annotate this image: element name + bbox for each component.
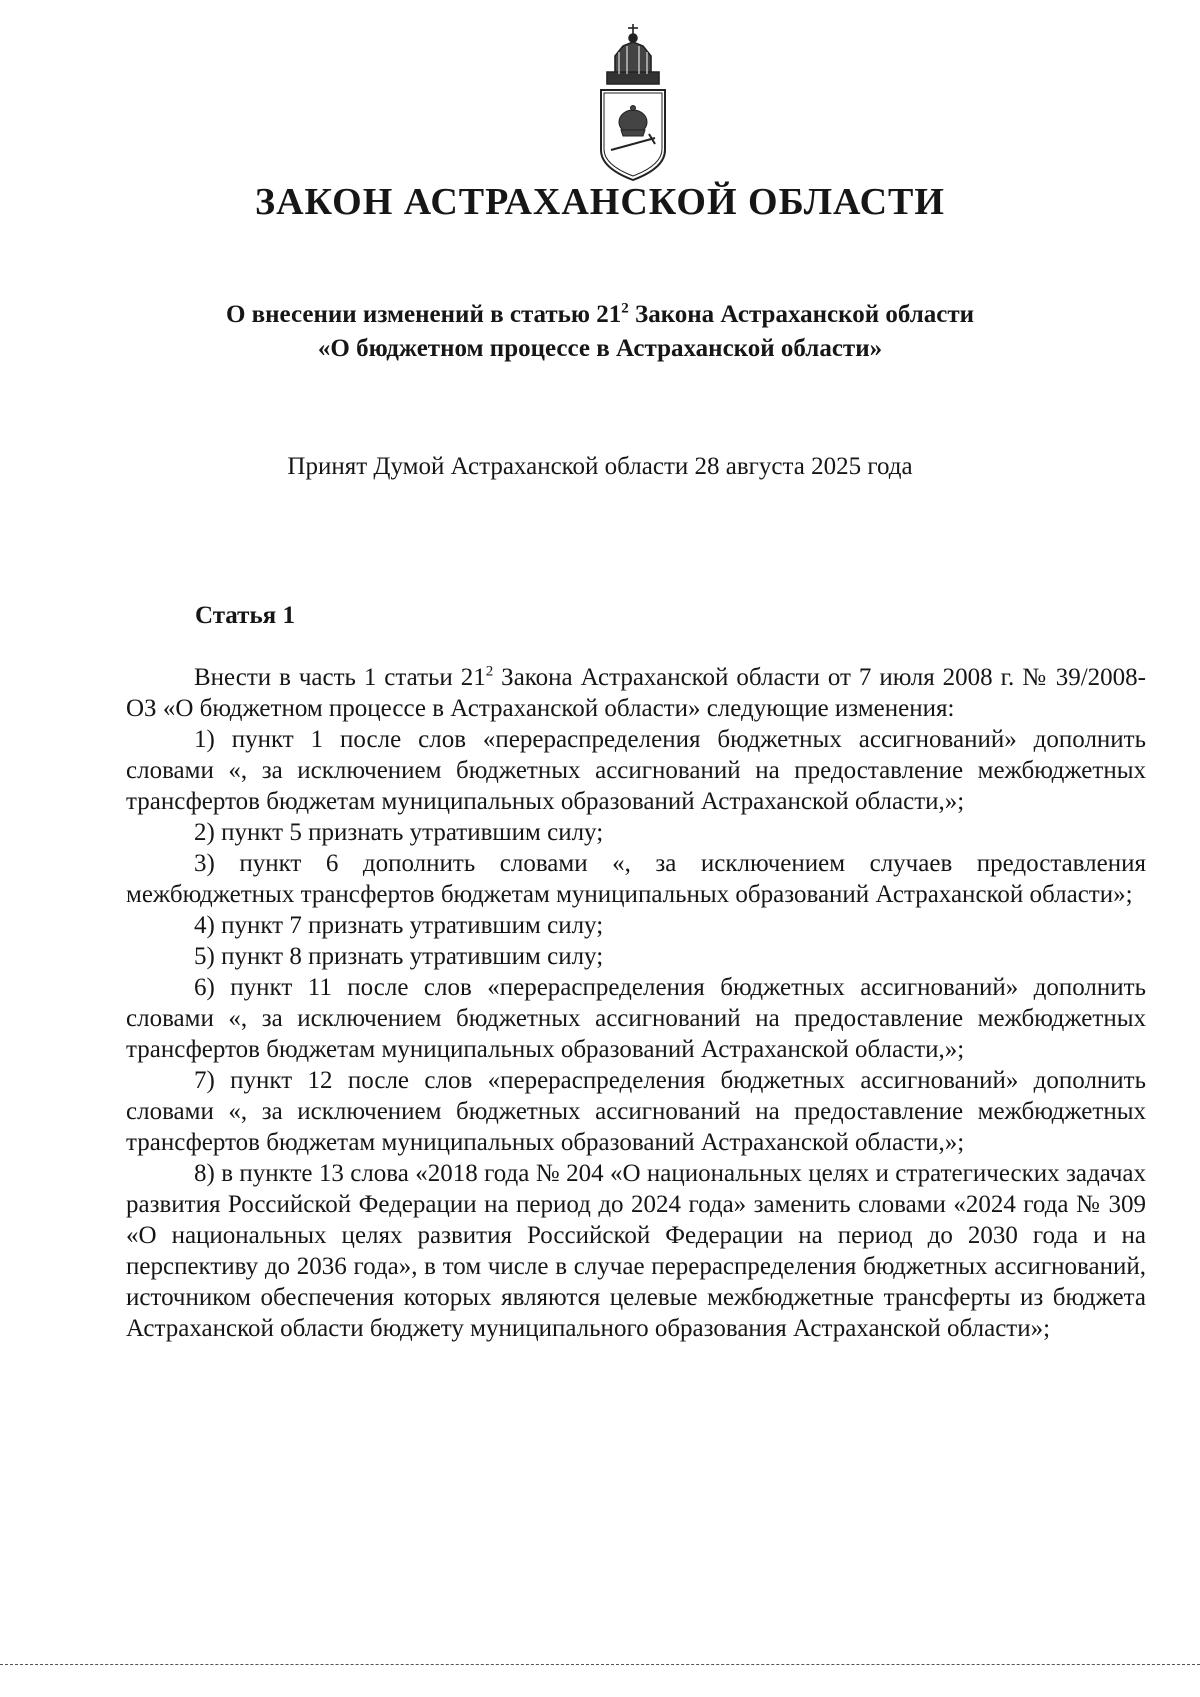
article-item-5: 5) пункт 8 признать утратившим силу; xyxy=(194,943,604,970)
article-title: Статья 1 xyxy=(195,602,295,629)
article-body xyxy=(126,662,1146,1344)
article-item-4: 4) пункт 7 признать утратившим силу; xyxy=(194,912,604,939)
page-bottom-rule xyxy=(0,1664,1200,1665)
article-item-2: 2) пункт 5 признать утратившим силу; xyxy=(194,819,604,846)
article-item-8: 8) в пункте 13 слова «2018 года № 204 «О национальных целях и стратегических задачах развития Российской Федерации на период до 2024 года» заменить словами «2024 года № 309 «О национальных целях развития Российской Федерации на период до 2030 года и на перспективу до 2036 года», в том числе в случае перераспределения бюджетных ассигнований, источником обеспечения которых являются целевые межбюджетные трансферты из бюджета Астраханской области бюджету муниципального образования Астраханской области»; xyxy=(126,1160,1146,1342)
article-item-1: 1) пункт 1 после слов «перераспределения бюджетных ассигнований» дополнить словами «, за исключением бюджетных ассигнований на предоставление межбюджетных трансфертов бюджетам муниципальных образований Астраханской области,»; xyxy=(126,726,1146,815)
article-item-7: 7) пункт 12 после слов «перераспределения бюджетных ассигнований» дополнить словами «, за исключением бюджетных ассигнований на предоставление межбюджетных трансфертов бюджетам муниципальных образований Астраханской области,»; xyxy=(126,1067,1146,1156)
article-item-6: 6) пункт 11 после слов «перераспределения бюджетных ассигнований» дополнить словами «, за исключением бюджетных ассигнований на предоставление межбюджетных трансфертов бюджетам муниципальных образований Астраханской области,»; xyxy=(126,974,1146,1063)
subtitle-line-1: О внесении изменений в статью $21^2$ Закона Астраханской области xyxy=(225,300,975,328)
law-subtitle xyxy=(0,298,1200,366)
subtitle-line-2: «О бюджетном процессе в Астраханской области» xyxy=(317,335,883,362)
law-title: ЗАКОН АСТРАХАНСКОЙ ОБЛАСТИ xyxy=(255,181,945,223)
coat-of-arms-icon xyxy=(593,22,673,182)
adoption-note: Принят Думой Астраханской области 28 августа 2025 года xyxy=(287,453,913,480)
article-intro: Внести в часть 1 статьи $21^2$ Закона Астраханской области от 7 июля 2008 г. № 39/2008-ОЗ «О бюджетном процессе в Астраханской области» следующие изменения: xyxy=(126,663,1146,722)
article-item-3: 3) пункт 6 дополнить словами «, за исключением случаев предоставления межбюджетных трансфертов бюджетам муниципальных образований Астраханской области»; xyxy=(126,850,1146,908)
